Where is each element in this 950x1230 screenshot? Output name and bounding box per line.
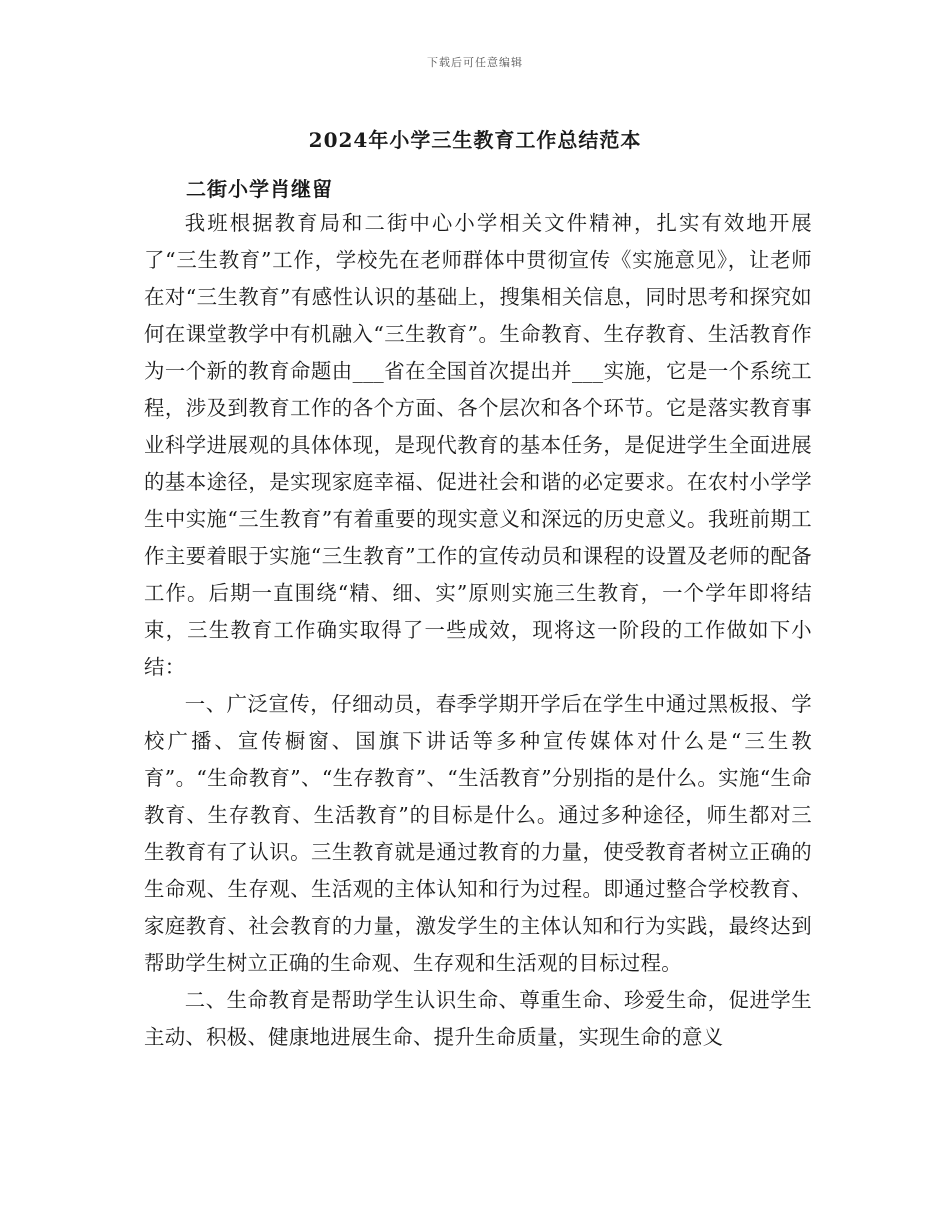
paragraph-section-one: 一、广泛宣传，仔细动员，春季学期开学后在学生中通过黑板报、学校广播、宣传橱窗、国旗下讲话等多种宣传媒体对什么是“三生教育”。“生命教育”、“生存教育”、“生活教育”分别指的是什么。实施“生命教育、生存教育、生活教育”的目标是什么。通过多种途径，师生都对三生教育有了认识。三生教育就是通过教育的力量，使受教育者树立正确的生命观、生存观、生活观的主体认知和行为过程。即通过整合学校教育、家庭教育、社会教育的力量，激发学生的主体认知和行为实践，最终达到帮助学生树立正确的生命观、生存观和生活观的目标过程。 <box>144 692 812 975</box>
document-author: 二街小学肖继留 <box>186 177 333 201</box>
document-title: 2024年小学三生教育工作总结范本 <box>308 128 642 152</box>
document-body <box>144 205 812 1056</box>
paragraph-section-two: 二、生命教育是帮助学生认识生命、尊重生命、珍爱生命，促进学生主动、积极、健康地进展生命、提升生命质量，实现生命的意义 <box>144 988 812 1049</box>
header-note: 下载后可任意编辑 <box>427 56 523 69</box>
paragraph-intro: 我班根据教育局和二街中心小学相关文件精神，扎实有效地开展了“三生教育”工作，学校先在老师群体中贯彻宣传《实施意见》，让老师在对“三生教育”有感性认识的基础上，搜集相关信息，同时思考和探究如何在课堂教学中有机融入“三生教育”。生命教育、生存教育、生活教育作为一个新的教育命题由___省在全国首次提出并___实施，它是一个系统工程，涉及到教育工作的各个方面、各个层次和各个环节。它是落实教育事业科学进展观的具体体现，是现代教育的基本任务，是促进学生全面进展的基本途径，是实现家庭幸福、促进社会和谐的必定要求。在农村小学学生中实施“三生教育”有着重要的现实意义和深远的历史意义。我班前期工作主要着眼于实施“三生教育”工作的宣传动员和课程的设置及老师的配备工作。后期一直围绕“精、细、实”原则实施三生教育，一个学年即将结束，三生教育工作确实取得了一些成效，现将这一阶段的工作做如下小结： <box>144 211 812 679</box>
